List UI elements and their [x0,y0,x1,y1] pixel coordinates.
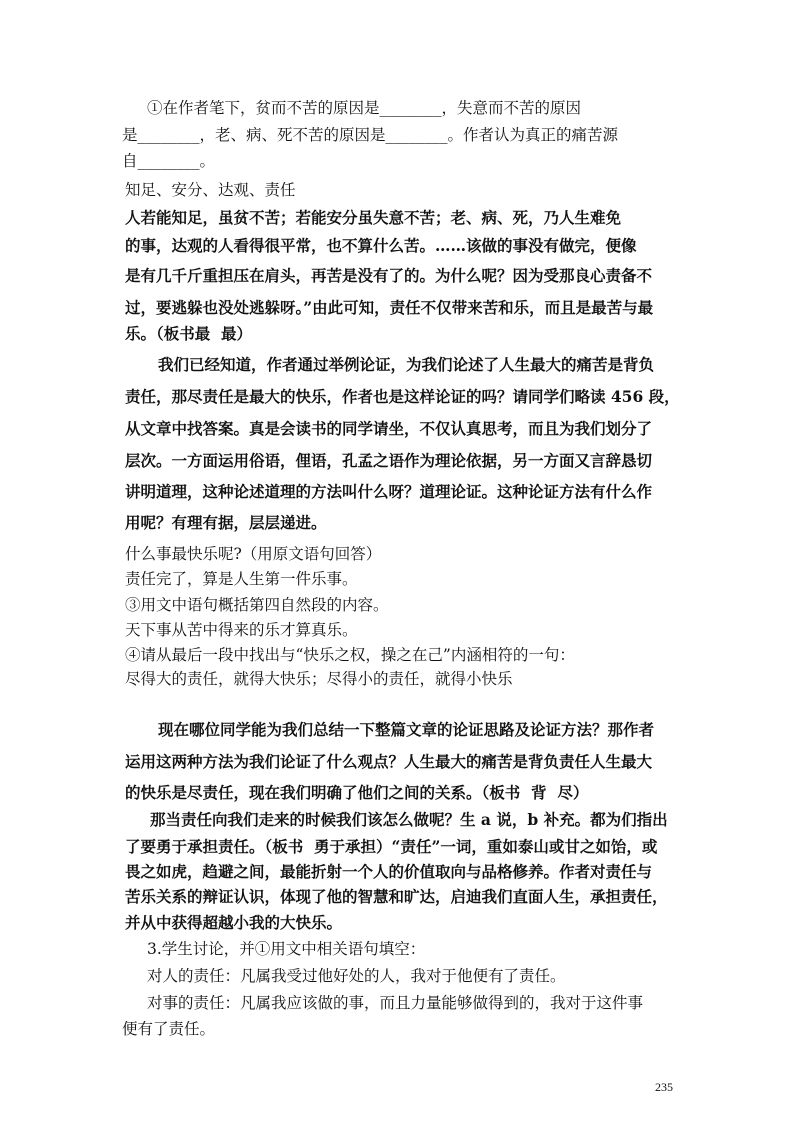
text-line-9: 乐。（板书最 最） [125,324,253,343]
text-line-10: 我们已经知道，作者通过举例论证，为我们论述了人生最大的痛苦是背负 [158,355,655,374]
text-line-25: 那当责任向我们走来的时候我们该怎么做呢？生 a 说，b 补充。都为们指出 [150,810,668,829]
text-line-6: 的事，达观的人看得很平常，也不算什么苦。……该做的事没有做完，便像 [125,236,637,255]
text-line-23: 运用这两种方法为我们论证了什么观点？人生最大的痛苦是背负责任人生最大 [125,752,653,771]
text-line-4: 知足、安分、达观、责任 [125,181,296,199]
text-line-3: 自________。 [122,152,216,170]
text-line-11: 责任，那尽责任是最大的快乐，作者也是这样论证的吗？请同学们略读 456 段， [125,387,680,406]
text-line-18: ③用文中语句概括第四自然段的内容。 [125,596,389,614]
text-line-1: ①在作者笔下，贫而不苦的原因是________，失意而不苦的原因 [147,99,582,117]
text-line-16: 什么事最快乐呢?（用原文语句回答） [125,545,382,563]
text-line-19: 天下事从苦中得来的乐才算真乐。 [125,621,358,639]
text-line-2: 是________，老、病、死不苦的原因是________。作者认为真正的痛苦源 [122,126,619,144]
text-line-24: 的快乐是尽责任，现在我们明确了他们之间的关系。（板书 背 尽） [125,783,589,802]
text-line-21: 尽得大的责任，就得大快乐；尽得小的责任，就得小快乐 [125,670,513,688]
text-line-17: 责任完了，算是人生第一件乐事。 [125,570,358,588]
text-line-26: 了要勇于承担责任。（板书 勇于承担）“责任”一词，重如泰山或甘之如饴，或 [125,837,658,856]
text-line-8: 过，要逃躲也没处逃躲呀。”由此可知，责任不仅带来苦和乐，而且是最苦与最 [125,298,654,317]
text-line-12: 从文章中找答案。真是会读书的同学请坐，不仅认真思考，而且为我们划分了 [125,419,653,438]
text-line-32: 对事的责任：凡属我应该做的事，而且力量能够做得到的，我对于这件事 [147,994,644,1012]
text-line-5: 人若能知足，虽贫不苦；若能安分虽失意不苦；老、病、死，乃人生难免 [125,208,622,227]
text-line-28: 苦乐关系的辩证认识，体现了他的智慧和旷达，启迪我们直面人生，承担责任， [125,887,668,906]
text-line-22: 现在哪位同学能为我们总结一下整篇文章的论证思路及论证方法？那作者 [158,720,655,739]
text-line-31: 对人的责任：凡属我受过他好处的人，我对于他便有了责任。 [147,967,566,985]
text-line-29: 并从中获得超越小我的大快乐。 [125,913,343,932]
page-number: 235 [655,1080,673,1094]
text-line-7: 是有几千斤重担压在肩头，再苦是没有了的。为什么呢？因为受那良心责备不 [125,266,653,285]
text-line-13: 层次。一方面运用俗语，俚语，孔孟之语作为理论依据，另一方面又言辞恳切 [125,451,653,470]
text-line-15: 用呢？有理有据，层层递进。 [125,513,327,532]
text-line-30: 3.学生讨论，并①用文中相关语句填空： [147,940,426,958]
text-line-33: 便有了责任。 [122,1020,216,1038]
text-line-27: 畏之如虎，趋避之间，最能折射一个人的价值取向与品格修养。作者对责任与 [125,862,653,881]
text-line-20: ④请从最后一段中找出与“快乐之权，操之在己”内涵相符的一句： [125,646,575,664]
text-line-14: 讲明道理，这种论述道理的方法叫什么呀？道理论证。这种论证方法有什么作 [125,482,653,501]
